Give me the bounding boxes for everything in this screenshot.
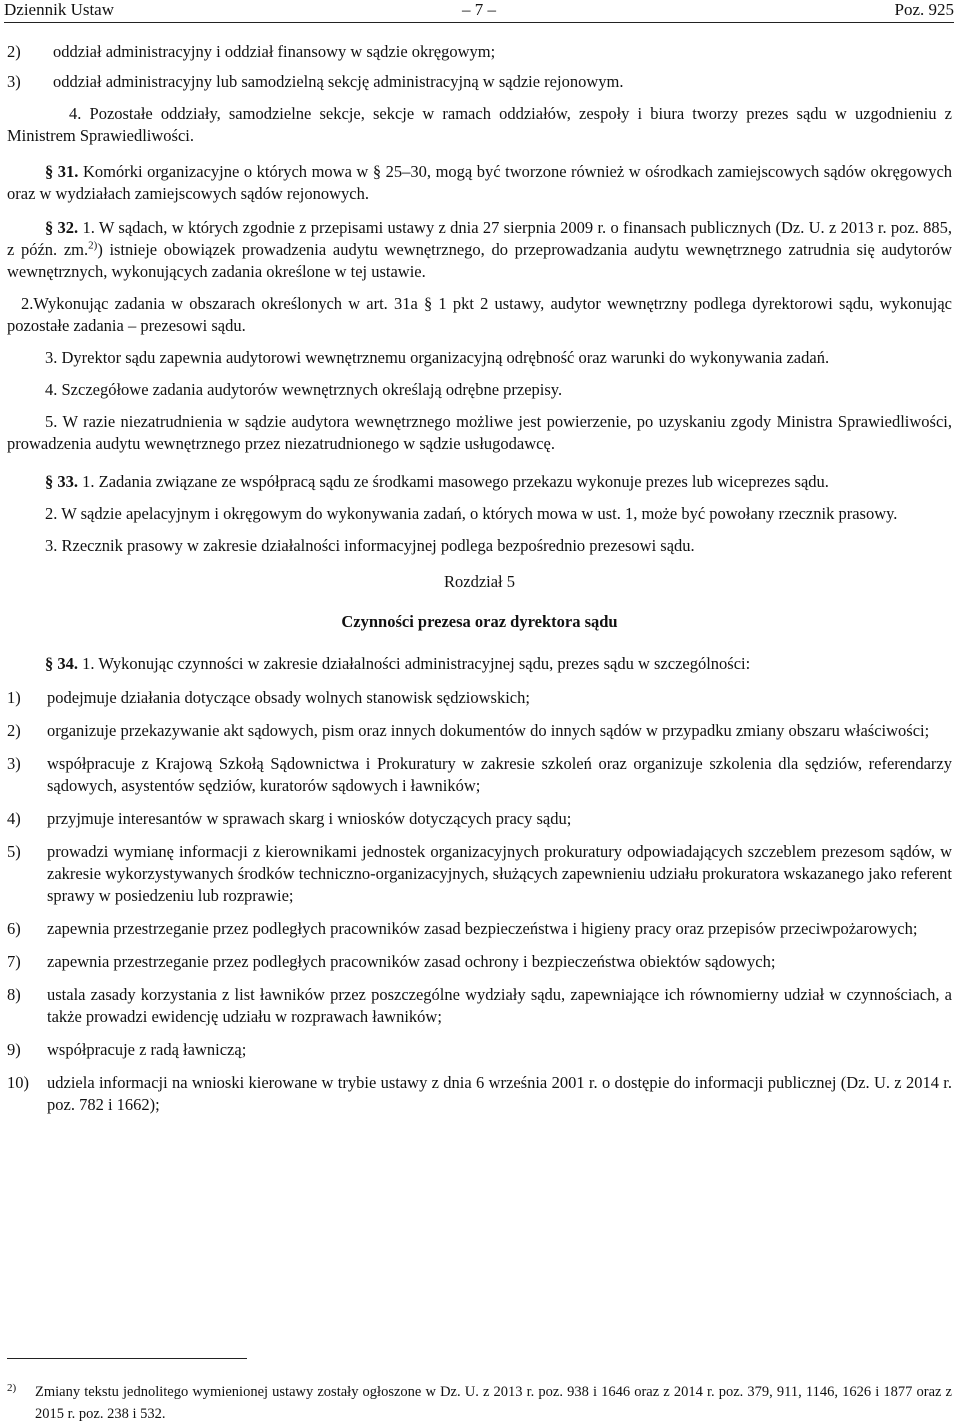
paragraph: 5. W razie niezatrudnienia w sądzie audytora wewnętrznego możliwe jest powierzenie, po uzyskaniu zgody Ministra Sprawiedliwości, prowadzenia audytu wewnętrznego przez niezatrudnionego w sądzie usługodawcę. — [7, 412, 952, 453]
footnote-rule — [7, 1358, 247, 1359]
list-item: 3) współpracuje z Krajową Szkołą Sądownictwa i Prokuratury w zakresie szkoleń oraz organizuje szkolenia dla sędziów, referendarzy sądowych, asystentów sędziów, kuratorów sądowych i ławników; — [7, 754, 952, 795]
list-item: 8) ustala zasady korzystania z list ławników przez poszczególne wydziały sądu, zapewniające ich równomierny udział w czynnościach, a także prowadzi ewidencję udziału w rozprawach ławników; — [7, 985, 952, 1026]
journal-name: Dziennik Ustaw — [4, 0, 115, 19]
chapter-title: Czynności prezesa oraz dyrektora sądu — [341, 612, 618, 631]
footnote-ref: 2) — [88, 239, 98, 252]
section-number: § 31. — [45, 162, 79, 181]
section-34: § 34. 1. Wykonując czynności w zakresie działalności administracyjnej sądu, prezes sądu w szczególności: — [45, 654, 751, 673]
position-number: Poz. 925 — [894, 0, 954, 19]
list-item: 9) współpracuje z radą ławniczą; — [7, 1040, 247, 1059]
list-item: 2) oddział administracyjny i oddział finansowy w sądzie okręgowym; — [7, 42, 496, 61]
chapter-label: Rozdział 5 — [443, 572, 516, 591]
section-33: § 33. 1. Zadania związane ze współpracą sądu ze środkami masowego przekazu wykonuje prezes lub wiceprezes sądu. — [45, 472, 829, 491]
section-number: § 34. — [45, 654, 78, 673]
page-header — [4, 0, 954, 22]
list-item: 3) oddział administracyjny lub samodzielną sekcję administracyjną w sądzie rejonowym. — [7, 72, 624, 91]
header-rule — [4, 22, 954, 23]
page-number: – 7 – — [462, 0, 496, 19]
section-32: § 32. 1. W sądach, w których zgodnie z przepisami ustawy z dnia 27 sierpnia 2009 r. o finansach publicznych (Dz. U. z 2013 r. poz. 885, z późn. zm.$^{2)}$) istnieje obowiązek prowadzenia audytu wewnętrznego, do przeprowadzania audytu wewnętrznego zatrudnia się audytorów wewnętrznych, wykonujących zadania określone w tej ustawie. — [7, 218, 952, 281]
section-31: § 31. Komórki organizacyjne o których mowa w § 25–30, mogą być tworzone również w ośrodkach zamiejscowych sądów okręgowych oraz w wydziałach zamiejscowych sądów rejonowych. — [7, 162, 953, 203]
paragraph: 4. Pozostałe oddziały, samodzielne sekcje, sekcje w ramach oddziałów, zespoły i biura tworzy prezes sądu w uzgodnieniu z Ministrem Sprawiedliwości. — [7, 104, 952, 145]
section-number: § 32. — [45, 218, 79, 237]
list-item: 10) udziela informacji na wnioski kierowane w trybie ustawy z dnia 6 września 2001 r. o dostępie do informacji publicznej (Dz. U. z 2014 r. poz. 782 i 1662); — [7, 1073, 952, 1114]
paragraph: 3. Rzecznik prasowy w zakresie działalności informacyjnej podlega bezpośrednio prezesowi sądu. — [45, 536, 695, 555]
list-item: 6) zapewnia przestrzeganie przez podległych pracowników zasad bezpieczeństwa i higieny pracy oraz przepisów przeciwpożarowych; — [7, 919, 918, 938]
list-item: 5) prowadzi wymianę informacji z kierownikami jednostek organizacyjnych prokuratury odpowiadających szczeblem prezesom sądów, w zakresie wykorzystywanych środków techniczno-organizacyjnych, służących zapewnieniu udziału prokuratora wskazanego jako referent sprawy w posiedzeniu lub rozprawie; — [7, 842, 952, 905]
paragraph: 3. Dyrektor sądu zapewnia audytorowi wewnętrznemu organizacyjną odrębność oraz warunki do wykonywania zadań. — [45, 348, 830, 367]
list-item: 1) podejmuje działania dotyczące obsady wolnych stanowisk sędziowskich; — [7, 688, 530, 707]
paragraph: 2. W sądzie apelacyjnym i okręgowym do wykonywania zadań, o których mowa w ust. 1, może być powołany rzecznik prasowy. — [45, 504, 898, 523]
section-number: § 33. — [45, 472, 78, 491]
list-item: 2) organizuje przekazywanie akt sądowych, pism oraz innych dokumentów do innych sądów w przypadku zmiany obszaru właściwości; — [7, 721, 930, 740]
paragraph: 4. Szczegółowe zadania audytorów wewnętrznych określają odrębne przepisy. — [45, 380, 563, 399]
paragraph: 2.Wykonując zadania w obszarach określonych w art. 31a § 1 pkt 2 ustawy, audytor wewnętrzny podlega dyrektorowi sądu, wykonując pozostałe zadania – prezesowi sądu. — [7, 294, 952, 335]
footnote-number: 2) — [7, 1382, 17, 1394]
document-body — [7, 41, 952, 1127]
list-item: 7) zapewnia przestrzeganie przez podległych pracowników zasad ochrony i bezpieczeństwa obiektów sądowych; — [7, 952, 776, 971]
list-item: 4) przyjmuje interesantów w sprawach skarg i wniosków dotyczących pracy sądu; — [7, 809, 572, 828]
footnote — [7, 1381, 952, 1425]
footnote-text: Zmiany tekstu jednolitego wymienionej ustawy zostały ogłoszone w Dz. U. z 2013 r. poz. 938 i 1646 oraz z 2014 r. poz. 379, 911, 1146, 1626 i 1877 oraz z 2015 r. poz. 238 i 532. — [35, 1384, 952, 1422]
